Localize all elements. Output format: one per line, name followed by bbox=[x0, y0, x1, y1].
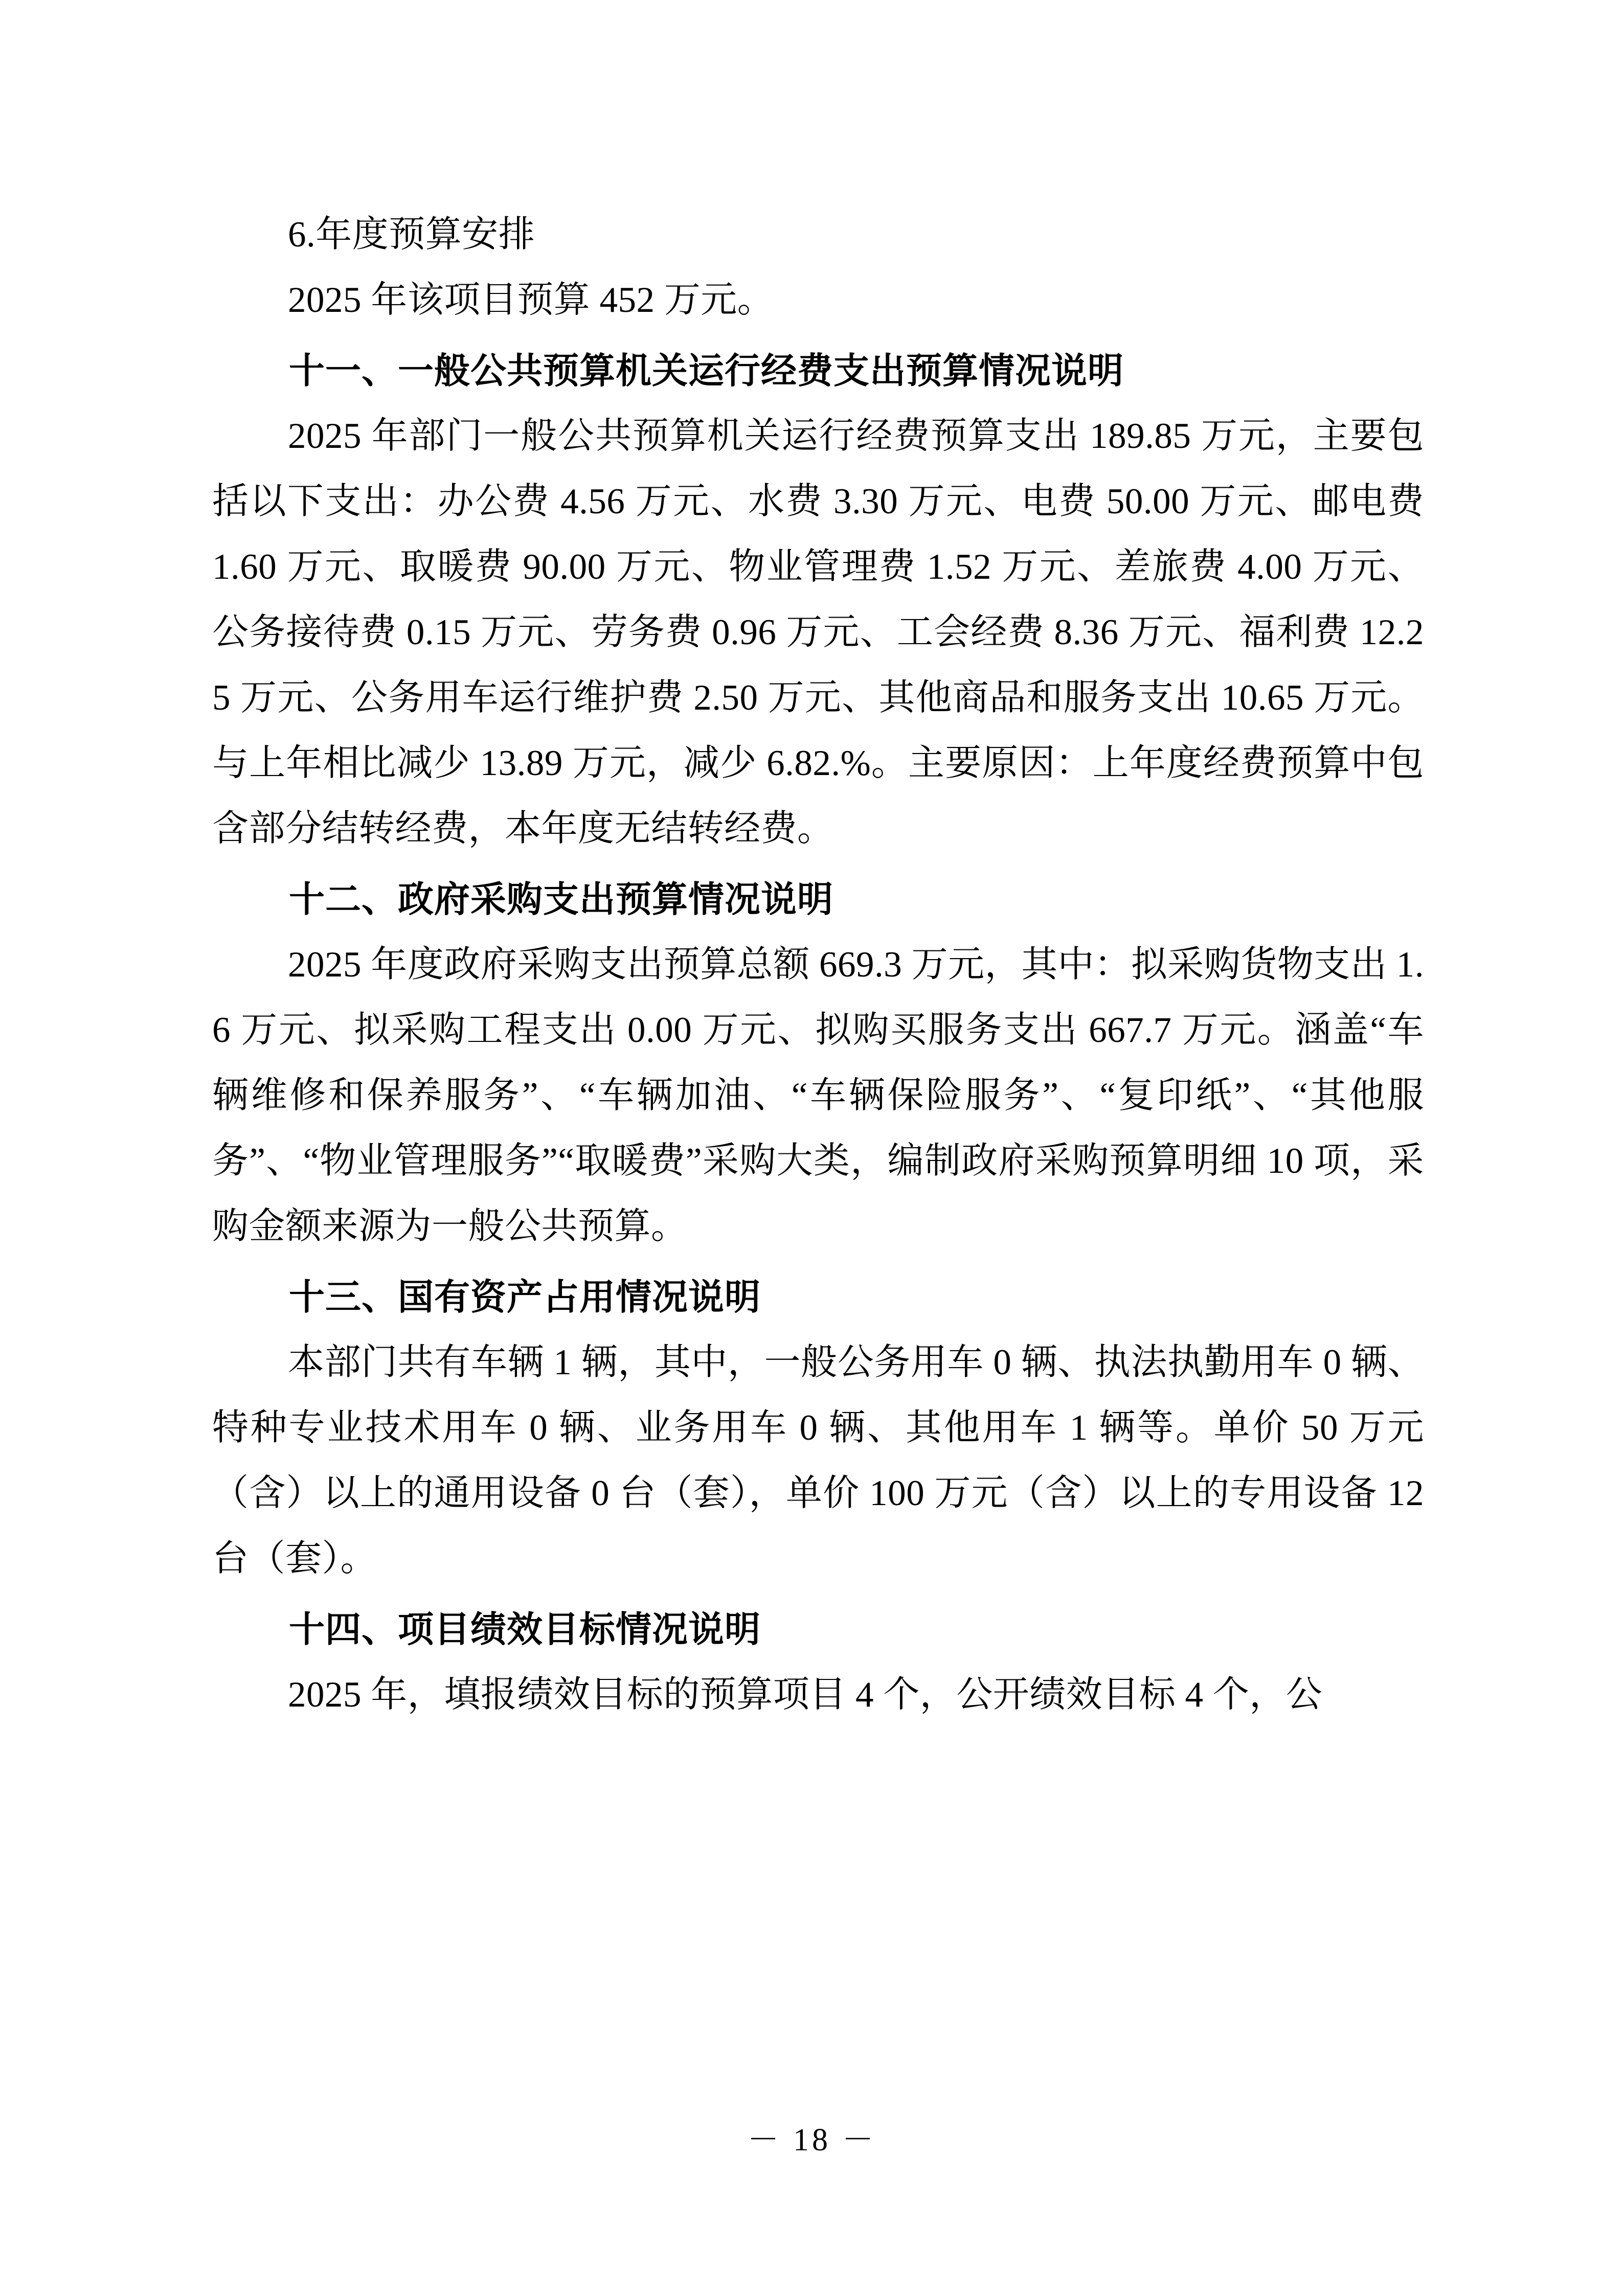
paragraph-section-fourteen-body: 2025 年，填报绩效目标的预算项目 4 个，公开绩效目标 4 个，公 bbox=[288, 1675, 1323, 1715]
heading-section-twelve: 十二、政府采购支出预算情况说明 bbox=[289, 878, 833, 920]
spacer bbox=[212, 861, 1424, 867]
spacer bbox=[212, 1259, 1424, 1264]
spacer bbox=[212, 333, 1424, 338]
heading-section-eleven: 十一、一般公共预算机关运行经费支出预算情况说明 bbox=[289, 350, 1124, 392]
page-number: － 18 － bbox=[747, 2123, 877, 2157]
page-content bbox=[212, 202, 1424, 1727]
paragraph-section-thirteen-body: 本部门共有车辆 1 辆，其中，一般公务用车 0 辆、执法执勤用车 0 辆、特种专业技术用车 0 辆、业务用车 0 辆、其他用车 1 辆等。单价 50 万元（含）以上的通用设备 0 台（套），单价 100 万元（含）以上的专用设备 12 台（套）。 bbox=[212, 1343, 1424, 1579]
spacer bbox=[212, 1592, 1424, 1597]
paragraph-project-budget-amount: 2025 年该项目预算 452 万元。 bbox=[288, 280, 774, 320]
paragraph-section-eleven-body: 2025 年部门一般公共预算机关运行经费预算支出 189.85 万元，主要包括以下支出：办公费 4.56 万元、水费 3.30 万元、电费 50.00 万元、邮电费 1.60 万元、取暖费 90.00 万元、物业管理费 1.52 万元、差旅费 4.00 万元、公务接待费 0.15 万元、劳务费 0.96 万元、工会经费 8.36 万元、福利费 12.25 万元、公务用车运行维护费 2.50 万元、其他商品和服务支出 10.65 万元。与上年相比减少 13.89 万元，减少 6.82.%。主要原因：上年度经费预算中包含部分结转经费，本年度无结转经费。 bbox=[212, 416, 1424, 849]
heading-section-fourteen: 十四、项目绩效目标情况说明 bbox=[289, 1608, 761, 1650]
heading-section-thirteen: 十三、国有资产占用情况说明 bbox=[289, 1276, 761, 1318]
paragraph-annual-budget-arrangement: 6.年度预算安排 bbox=[288, 215, 535, 255]
paragraph-section-twelve-body: 2025 年度政府采购支出预算总额 669.3 万元，其中：拟采购货物支出 1.6 万元、拟采购工程支出 0.00 万元、拟购买服务支出 667.7 万元。涵盖“车辆维修和保养服务”、“车辆加油、“车辆保险服务”、“复印纸”、“其他服务”、“物业管理服务”“取暖费”采购大类，编制政府采购预算明细 10 项，采购金额来源为一般公共预算。 bbox=[212, 945, 1424, 1246]
